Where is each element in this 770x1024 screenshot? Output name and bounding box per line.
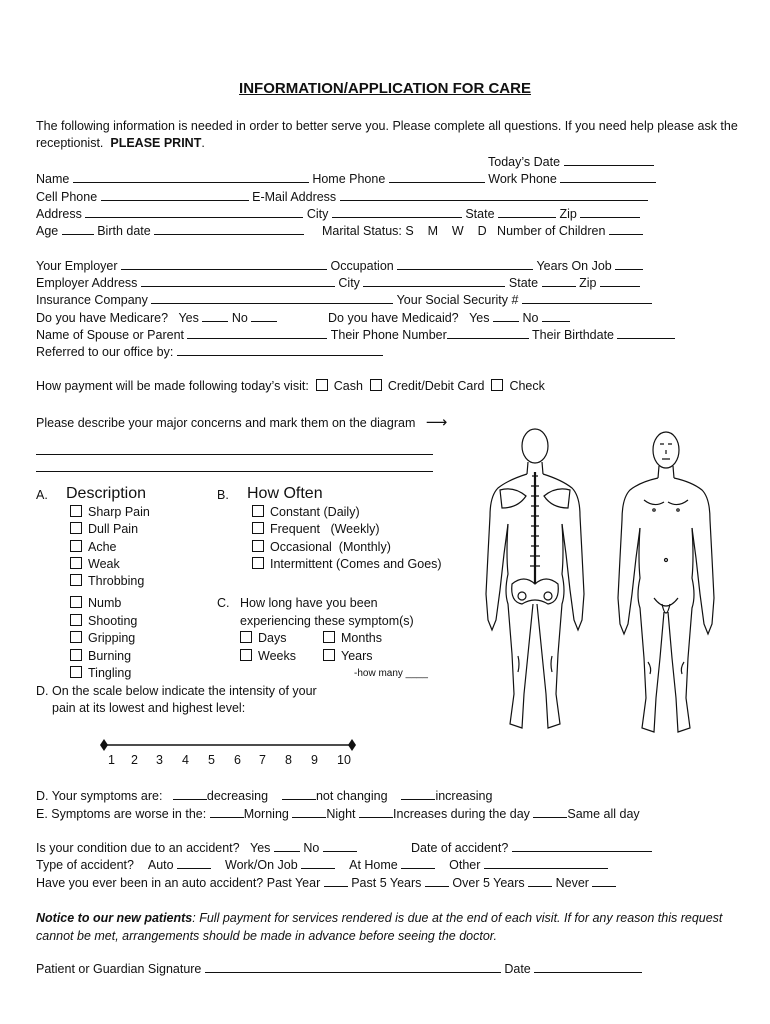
name-field[interactable] [73, 171, 309, 183]
intro-please-print: PLEASE PRINT [110, 136, 202, 150]
zip-field[interactable] [580, 206, 640, 218]
employer-row [36, 258, 643, 273]
duration-weeks [240, 649, 296, 663]
accident-date-row [411, 840, 652, 855]
signature-label: Patient or Guardian Signature [36, 962, 202, 976]
desc-throbbing-label: Throbbing [88, 574, 145, 588]
email-label: E-Mail Address [252, 190, 337, 204]
scale-4[interactable]: 4 [182, 753, 189, 767]
past5-field[interactable] [425, 875, 449, 887]
auto-accident-row [36, 875, 616, 890]
birth-date-label: Birth date [97, 224, 151, 238]
payment-cash-label: Cash [333, 379, 363, 393]
desc-throbbing-checkbox[interactable] [70, 574, 82, 586]
their-phone-label: Their Phone Number [330, 328, 447, 342]
arrow-right-icon: ⟶ [425, 413, 448, 431]
intensity-line-1: D. On the scale below indicate the intensity of your [36, 684, 317, 698]
scale-10[interactable]: 10 [337, 753, 351, 767]
medicare-yes-field[interactable] [202, 310, 228, 322]
ssn-field[interactable] [522, 292, 652, 304]
accident-no-field[interactable] [323, 840, 357, 852]
referred-row [36, 344, 383, 359]
address-field[interactable] [85, 206, 303, 218]
increases-day-label: Increases during the day [393, 807, 530, 821]
intensity-line-2: pain at its lowest and highest level: [52, 701, 246, 715]
intro-text [36, 118, 741, 152]
todays-date-field[interactable] [564, 154, 654, 166]
often-intermittent-checkbox[interactable] [252, 557, 264, 569]
often-item-intermittent [252, 557, 442, 571]
accident-yes-label: Yes [250, 841, 271, 855]
duration-line-1: How long have you been [240, 596, 378, 610]
desc-weak-label: Weak [88, 557, 120, 571]
desc-item-ache [70, 540, 117, 554]
concerns-row [36, 413, 447, 431]
morning-field[interactable] [210, 806, 244, 818]
work-phone-field[interactable] [560, 171, 656, 183]
duration-days-label: Days [258, 631, 287, 645]
never-field[interactable] [592, 875, 616, 887]
notice-text [36, 909, 736, 945]
marital-options[interactable]: S M W D [405, 224, 487, 238]
scale-8[interactable]: 8 [285, 753, 292, 767]
age-row [36, 223, 304, 238]
never-label: Never [555, 876, 589, 890]
medicaid-no-label: No [522, 311, 539, 325]
duration-how-many[interactable]: -how many ____ [354, 668, 428, 679]
referred-field[interactable] [177, 344, 383, 356]
duration-letter: C. [217, 596, 230, 610]
past5-label: Past 5 Years [351, 876, 422, 890]
signature-row [36, 961, 642, 976]
auto-accident-question: Have you ever been in an auto accident? [36, 876, 264, 890]
medicare-yes-label: Yes [178, 311, 199, 325]
zip-label: Zip [559, 207, 577, 221]
medicaid-row [328, 310, 570, 325]
home-field[interactable] [401, 857, 435, 869]
work-label: Work/On Job [225, 858, 298, 872]
cell-phone-field[interactable] [101, 189, 249, 201]
medicare-no-label: No [231, 311, 248, 325]
duration-months-label: Months [341, 631, 382, 645]
ssn-label: Your Social Security # [396, 293, 519, 307]
desc-gripping-checkbox[interactable] [70, 631, 82, 643]
accident-no-label: No [303, 841, 320, 855]
accident-row [36, 840, 357, 855]
often-constant-checkbox[interactable] [252, 505, 264, 517]
often-frequent-label: Frequent (Weekly) [270, 522, 380, 536]
desc-item-throbbing [70, 574, 144, 588]
duration-days [240, 631, 286, 645]
morning-label: Morning [243, 807, 289, 821]
insurance-row [36, 292, 652, 307]
their-phone-field[interactable] [447, 327, 529, 339]
home-phone-label: Home Phone [312, 172, 386, 186]
desc-item-tingling [70, 666, 131, 680]
desc-shooting-label: Shooting [88, 614, 138, 628]
desc-dull-label: Dull Pain [88, 522, 139, 536]
state-field[interactable] [498, 206, 556, 218]
concerns-prompt: Please describe your major concerns and mark them on the diagram [36, 416, 416, 430]
payment-check-label: Check [509, 379, 545, 393]
payment-cash-checkbox[interactable] [316, 379, 328, 391]
payment-card-label: Credit/Debit Card [387, 379, 485, 393]
same-all-day-label: Same all day [567, 807, 640, 821]
duration-years-checkbox[interactable] [323, 649, 335, 661]
scale-5[interactable]: 5 [208, 753, 215, 767]
employer-address-row [36, 275, 640, 290]
employer-city-label: City [338, 276, 360, 290]
often-intermittent-label: Intermittent (Comes and Goes) [270, 557, 442, 571]
night-field[interactable] [292, 806, 326, 818]
name-label: Name [36, 172, 70, 186]
desc-gripping-label: Gripping [88, 631, 136, 645]
years-on-job-label: Years On Job [536, 259, 612, 273]
desc-burning-label: Burning [88, 649, 132, 663]
spouse-label: Name of Spouse or Parent [36, 328, 184, 342]
desc-ache-label: Ache [88, 540, 117, 554]
form-title: INFORMATION/APPLICATION FOR CARE [239, 80, 531, 97]
desc-item-shooting [70, 614, 137, 628]
desc-item-numb [70, 596, 121, 610]
often-constant-label: Constant (Daily) [270, 505, 360, 519]
auto-label: Auto [147, 858, 174, 872]
employer-state-label: State [508, 276, 539, 290]
accident-yes-field[interactable] [274, 840, 300, 852]
often-item-occasional [252, 540, 391, 554]
concerns-line-1[interactable] [36, 454, 433, 455]
increasing-field[interactable] [401, 788, 435, 800]
work-phone-label: Work Phone [488, 172, 557, 186]
employer-address-label: Employer Address [36, 276, 138, 290]
name-row [36, 171, 656, 186]
todays-date-row [488, 154, 654, 169]
signature-field[interactable] [205, 961, 501, 973]
duration-weeks-label: Weeks [258, 649, 296, 663]
auto-field[interactable] [177, 857, 211, 869]
concerns-line-2[interactable] [36, 471, 433, 472]
age-field[interactable] [62, 223, 94, 235]
past-year-field[interactable] [324, 875, 348, 887]
desc-sharp-label: Sharp Pain [88, 505, 150, 519]
duration-years-label: Years [341, 649, 373, 663]
desc-numb-label: Numb [88, 596, 122, 610]
symptoms-d-label: D. Your symptoms are: [36, 789, 163, 803]
desc-shooting-checkbox[interactable] [70, 614, 82, 626]
children-field[interactable] [609, 223, 643, 235]
medicare-row [36, 310, 277, 325]
accident-type-row [36, 857, 608, 872]
notice-body: : Full payment for services rendered is due at the end of each visit. If for any reason this request cannot be met, arrangements should be made in advance before seeing the doctor. [36, 911, 723, 943]
employer-field[interactable] [121, 258, 327, 270]
referred-label: Referred to our office by: [36, 345, 174, 359]
their-birthdate-field[interactable] [617, 327, 675, 339]
desc-item-sharp [70, 505, 150, 519]
symptoms-e-label: E. Symptoms are worse in the: [36, 807, 207, 821]
symptoms-d-row [36, 788, 492, 803]
body-back-diagram[interactable] [478, 424, 592, 740]
desc-item-gripping [70, 631, 135, 645]
not-changing-label: not changing [315, 789, 388, 803]
spouse-field[interactable] [187, 327, 327, 339]
occupation-field[interactable] [397, 258, 533, 270]
cell-phone-label: Cell Phone [36, 190, 98, 204]
city-field[interactable] [332, 206, 462, 218]
night-label: Night [326, 807, 356, 821]
increasing-label: increasing [435, 789, 493, 803]
employer-zip-field[interactable] [600, 275, 640, 287]
desc-numb-checkbox[interactable] [70, 596, 82, 608]
age-label: Age [36, 224, 59, 238]
todays-date-label: Today’s Date [488, 155, 561, 169]
not-changing-field[interactable] [282, 788, 316, 800]
desc-weak-checkbox[interactable] [70, 557, 82, 569]
scale-3[interactable]: 3 [156, 753, 163, 767]
scale-2[interactable]: 2 [131, 753, 138, 767]
medicaid-yes-field[interactable] [493, 310, 519, 322]
email-field[interactable] [340, 189, 648, 201]
home-label: At Home [349, 858, 398, 872]
city-label: City [306, 207, 329, 221]
desc-ache-checkbox[interactable] [70, 540, 82, 552]
payment-card-checkbox[interactable] [370, 379, 382, 391]
accident-type-label: Type of accident? [36, 858, 134, 872]
employer-city-field[interactable] [363, 275, 505, 287]
duration-weeks-checkbox[interactable] [240, 649, 252, 661]
often-item-frequent [252, 522, 380, 536]
payment-check-checkbox[interactable] [491, 379, 503, 391]
body-front-diagram[interactable] [610, 428, 722, 740]
how-often-letter: B. [217, 488, 229, 502]
work-field[interactable] [301, 857, 335, 869]
desc-sharp-checkbox[interactable] [70, 505, 82, 517]
notice-heading: Notice to our new patients [36, 911, 193, 925]
increases-day-field[interactable] [359, 806, 393, 818]
desc-item-dull [70, 522, 138, 536]
duration-days-checkbox[interactable] [240, 631, 252, 643]
cell-row [36, 189, 648, 204]
medicare-label: Do you have Medicare? [36, 311, 169, 325]
over5-field[interactable] [528, 875, 552, 887]
medicaid-no-field[interactable] [542, 310, 570, 322]
children-label: Number of Children [497, 224, 606, 238]
their-birthdate-label: Their Birthdate [532, 328, 614, 342]
same-all-day-field[interactable] [533, 806, 567, 818]
often-item-constant [252, 505, 360, 519]
medicare-no-field[interactable] [251, 310, 277, 322]
desc-tingling-checkbox[interactable] [70, 666, 82, 678]
decreasing-field[interactable] [173, 788, 207, 800]
employer-label: Your Employer [36, 259, 118, 273]
scale-1[interactable]: 1 [108, 753, 115, 767]
spouse-row [36, 327, 675, 342]
often-occasional-checkbox[interactable] [252, 540, 264, 552]
employer-address-field[interactable] [141, 275, 335, 287]
payment-row [36, 379, 545, 393]
address-label: Address [36, 207, 82, 221]
over5-label: Over 5 Years [452, 876, 525, 890]
scale-6[interactable]: 6 [234, 753, 241, 767]
medicaid-yes-label: Yes [469, 311, 490, 325]
accident-question: Is your condition due to an accident? [36, 841, 240, 855]
how-often-heading: How Often [247, 485, 323, 502]
address-row [36, 206, 640, 221]
often-occasional-label: Occasional (Monthly) [270, 540, 391, 554]
years-on-job-field[interactable] [615, 258, 643, 270]
description-heading: Description [66, 485, 147, 502]
occupation-label: Occupation [330, 259, 394, 273]
accident-date-field[interactable] [512, 840, 652, 852]
decreasing-label: decreasing [206, 789, 269, 803]
state-label: State [465, 207, 495, 221]
desc-tingling-label: Tingling [88, 666, 132, 680]
desc-item-weak [70, 557, 120, 571]
marital-label: Marital Status: [322, 224, 402, 238]
employer-state-field[interactable] [542, 275, 576, 287]
other-label: Other [449, 858, 481, 872]
insurance-field[interactable] [151, 292, 393, 304]
duration-months [323, 631, 382, 645]
medicaid-label: Do you have Medicaid? [328, 311, 459, 325]
employer-zip-label: Zip [579, 276, 597, 290]
scale-9[interactable]: 9 [311, 753, 318, 767]
duration-years [323, 649, 373, 663]
scale-7[interactable]: 7 [259, 753, 266, 767]
other-field[interactable] [484, 857, 608, 869]
past-year-label: Past Year [266, 876, 321, 890]
accident-date-label: Date of accident? [411, 841, 509, 855]
intro-body: The following information is needed in order to better serve you. Please complete all questions. If you need help please ask the receptionist. [36, 119, 738, 150]
desc-burning-checkbox[interactable] [70, 649, 82, 661]
symptoms-e-row [36, 806, 640, 821]
duration-months-checkbox[interactable] [323, 631, 335, 643]
description-letter: A. [36, 488, 48, 502]
payment-question: How payment will be made following today’s visit: [36, 379, 309, 393]
birth-date-field[interactable] [154, 223, 304, 235]
intro-period: . [201, 136, 205, 150]
marital-row [322, 223, 643, 238]
often-frequent-checkbox[interactable] [252, 522, 264, 534]
duration-line-2: experiencing these symptom(s) [240, 614, 414, 628]
home-phone-field[interactable] [389, 171, 485, 183]
insurance-label: Insurance Company [36, 293, 148, 307]
desc-item-burning [70, 649, 131, 663]
signature-date-label: Date [504, 962, 531, 976]
desc-dull-checkbox[interactable] [70, 522, 82, 534]
signature-date-field[interactable] [534, 961, 642, 973]
